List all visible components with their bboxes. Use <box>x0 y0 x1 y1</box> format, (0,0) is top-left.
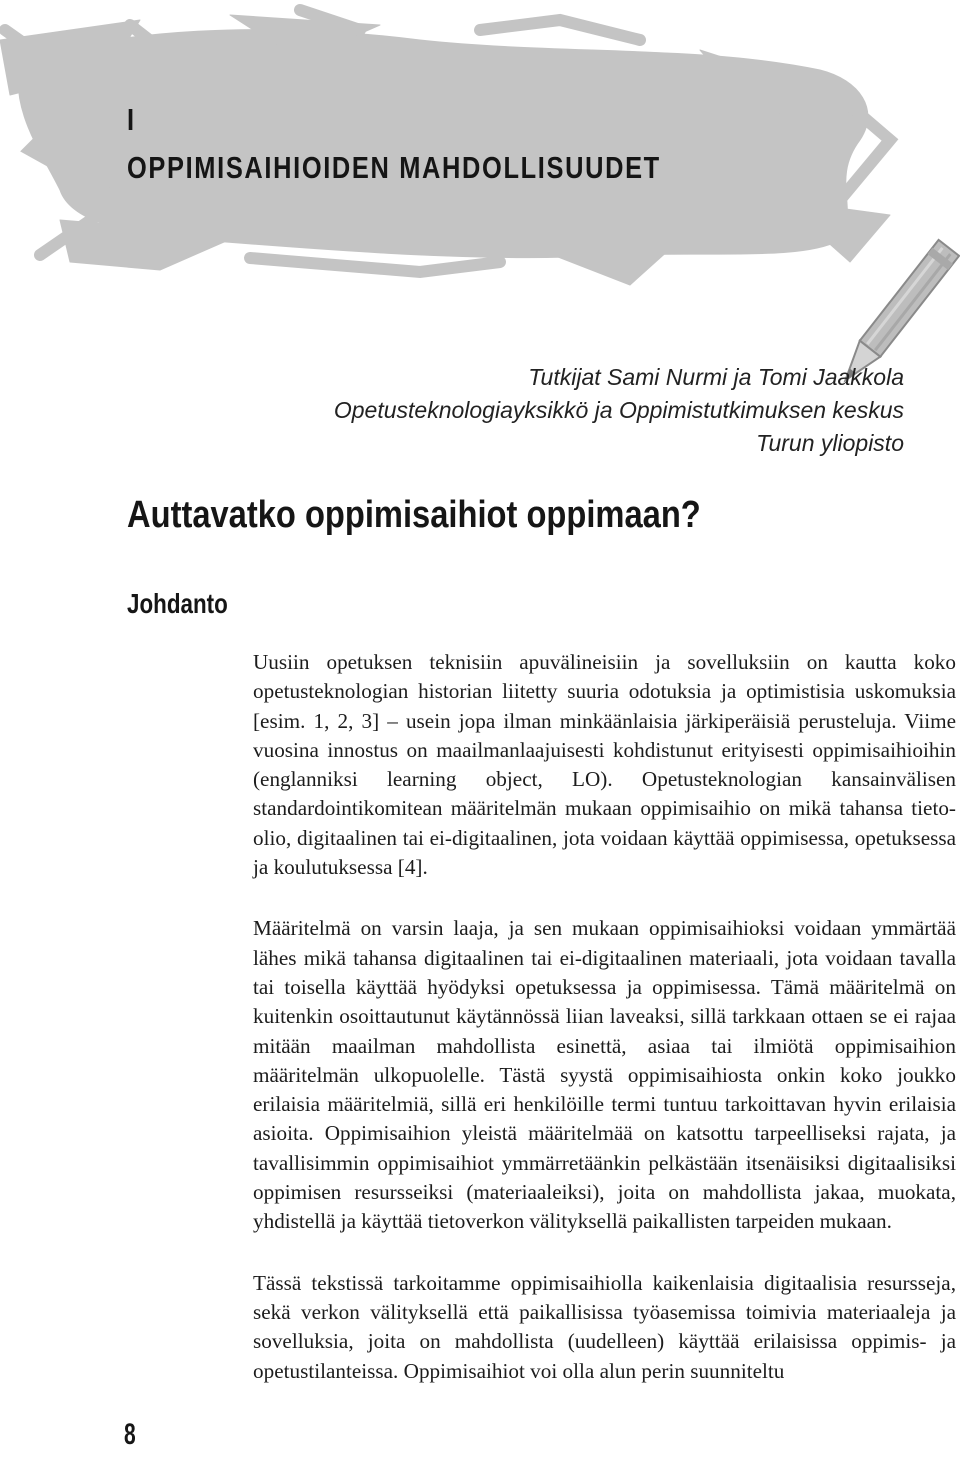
paragraph: Määritelmä on varsin laaja, ja sen mukaan oppimisaihioksi voidaan ymmärtää lähes mikä tahansa digitaalinen tai ei-digitaalinen materiaali, jota voidaan tavalla tai toisella käyttää hyödyksi opetuksessa ja oppimisessa. Tämä määritelmä on kuitenkin osoittautunut käytännössä liian laveaksi, sillä tarkkaan ottaen se ei rajaa mitään maailman mahdollista esinettä, asiaa tai ilmiötä oppimisaihion määritelmän ulkopuolelle. Tästä syystä oppimisaihiosta onkin koko joukko erilaisia määritelmiä, sillä eri henkilöille termi tuntuu tarkoittavan hyvin erilaisia asioita. Oppimisaihion yleistä määritelmää on katsottu tarpeelliseksi rajata, ja tavallisimmin oppimisaihiot ymmärretäänkin pelkästään itsenäisiksi digitaalisiksi oppimisen resursseiksi (materiaaleiksi), joita on mahdollista jakaa, muokata, yhdistellä ja käyttää tietoverkon välityksellä paikallisten tarpeiden mukaan. <box>253 916 956 1234</box>
author-names: Tutkijat Sami Nurmi ja Tomi Jaakkola <box>528 364 904 390</box>
author-university: Turun yliopisto <box>756 430 904 456</box>
page-number: 8 <box>124 1418 136 1451</box>
section-heading: Johdanto <box>127 588 228 619</box>
author-block <box>334 361 904 460</box>
paragraph: Tässä tekstissä tarkoitamme oppimisaihiolla kaikenlaisia digitaalisia resursseja, sekä verkon välityksellä että paikallisissa työasemissa toimivia materiaaleja ja sovelluksia, joita on mahdollista (uudelleen) käyttää erilaisissa oppimis- ja opetustilanteissa. Oppimisaihiot voi olla alun perin suunniteltu <box>253 1270 956 1383</box>
article-title: Auttavatko oppimisaihiot oppimaan? <box>127 494 701 536</box>
chapter-number: I <box>127 102 136 137</box>
chapter-title: OPPIMISAIHIOIDEN MAHDOLLISUUDET <box>127 150 661 185</box>
chapter-heading <box>127 96 661 192</box>
author-affiliation: Opetusteknologiayksikkö ja Oppimistutkimuksen keskus <box>333 397 904 423</box>
body-text <box>253 648 956 1418</box>
paragraph: Uusiin opetuksen teknisiin apuvälineisiin ja sovelluksiin on kautta koko opetusteknologian historian liitetty suuria odotuksia ja optimistisia uskomuksia [esim. 1, 2, 3] – usein jopa ilman minkäänlaisia järkiperäisiä perusteluja. Viime vuosina innostus on maailmanlaajuisesti kohdistunut erityisesti oppimisaihioihin (englanniksi learning object, LO). Opetusteknologian kansainvälisen standardointikomitean määritelmän mukaan oppimisaihio on mikä tahansa tieto-olio, digitaalinen tai ei-digitaalinen, jota voidaan käyttää oppimisessa, opetuksessa ja koulutuksessa [4]. <box>253 650 956 880</box>
